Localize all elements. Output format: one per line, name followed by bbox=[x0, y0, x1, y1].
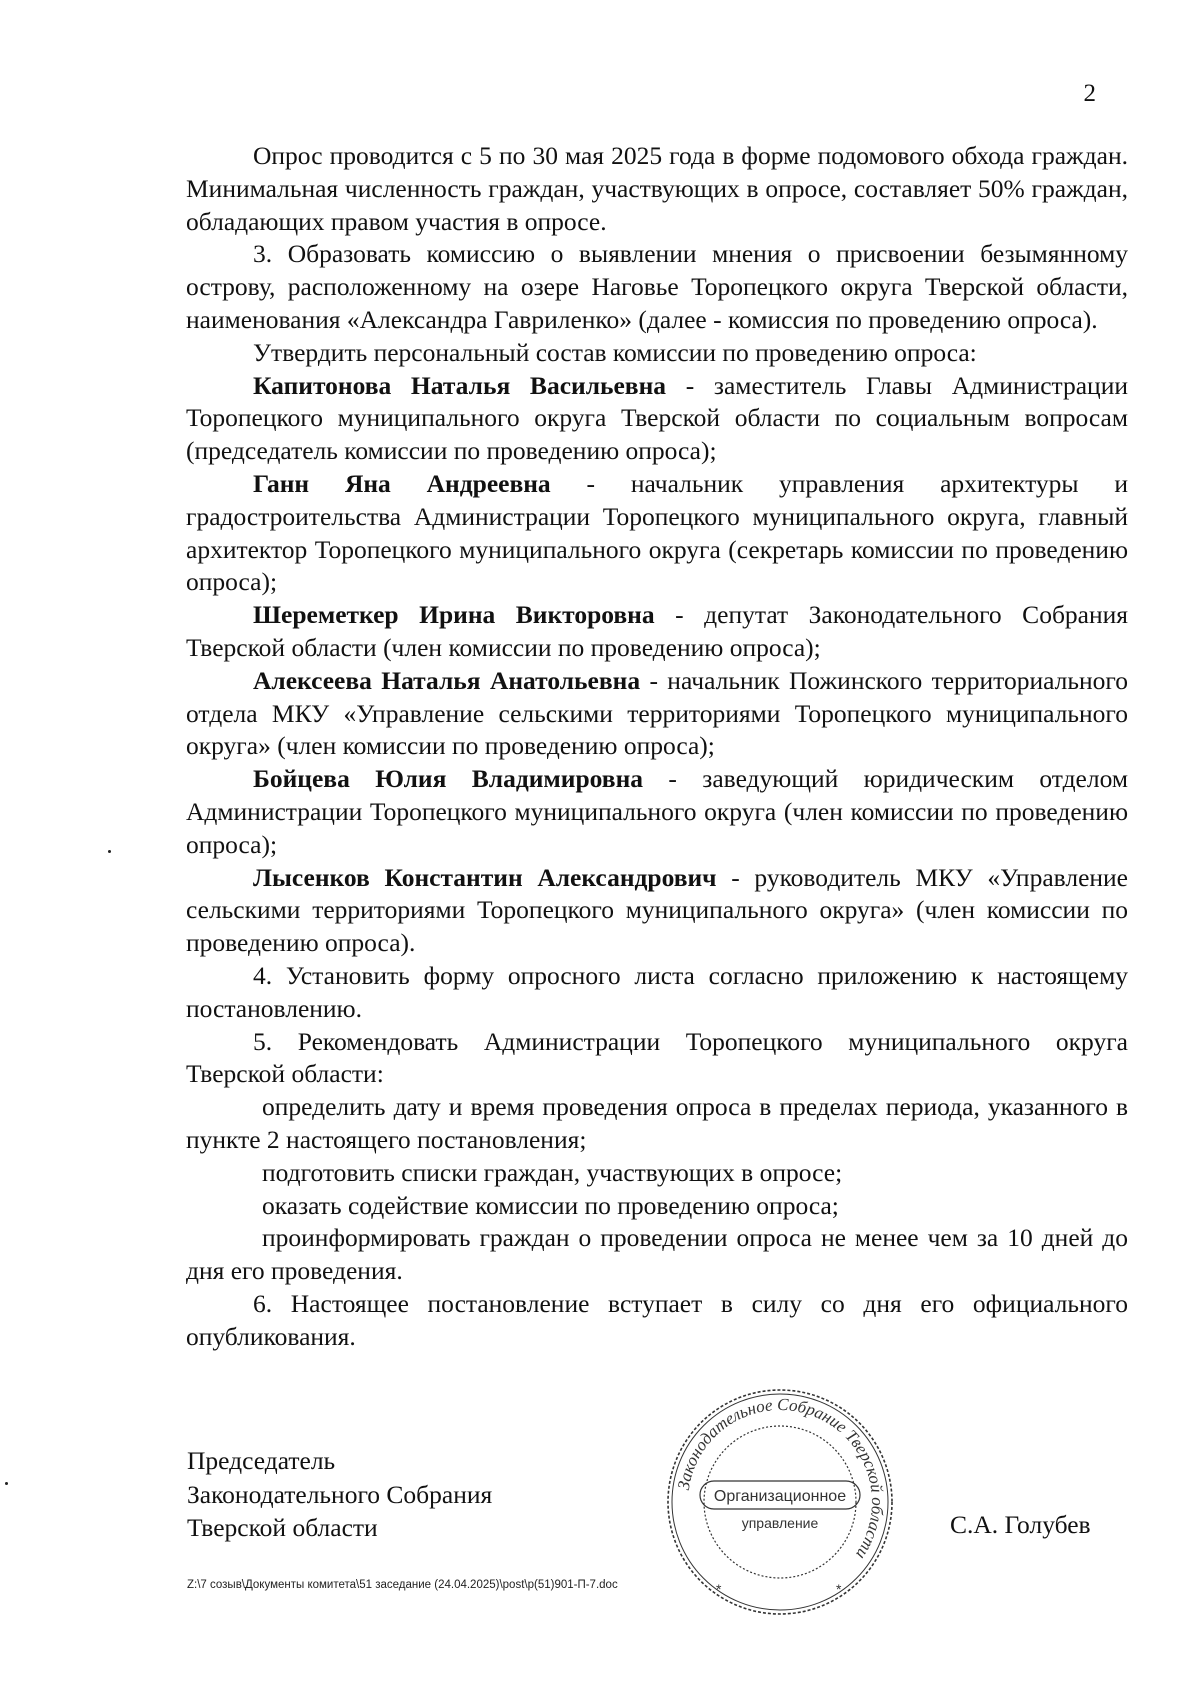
recommendation-item: оказать содействие комиссии по проведению опроса; bbox=[262, 1190, 839, 1220]
member-entry bbox=[186, 763, 1128, 861]
member-role: - заведующий юридическим отделом Администрации Торопецкого муниципального округа (член комиссии по проведению опроса); bbox=[186, 764, 1129, 859]
paragraph-commission-intro: Утвердить персональный состав комиссии по проведению опроса: bbox=[253, 337, 977, 367]
scan-speck bbox=[5, 1482, 8, 1485]
member-role: - начальник Пожинского территориального отдела МКУ «Управление сельскими территориями Торопецкого муниципального округа» (член комиссии по проведению опроса); bbox=[186, 665, 1128, 761]
member-entry bbox=[186, 599, 1128, 665]
member-role: - заместитель Главы Администрации Торопецкого муниципального округа Тверской области по социальным вопросам (председатель комиссии по проведению опроса); bbox=[186, 370, 1128, 466]
member-entry bbox=[186, 862, 1128, 960]
recommendation-item: подготовить списки граждан, участвующих в опросе; bbox=[262, 1157, 843, 1187]
stamp-inner-text-1: Организационное bbox=[713, 1488, 847, 1505]
member-role: - депутат Законодательного Собрания Тверской области (член комиссии по проведению опроса); bbox=[186, 600, 1129, 662]
member-name: Ганн Яна Андреевна bbox=[253, 468, 551, 498]
recommendation-item: определить дату и время проведения опроса в пределах периода, указанного в пункте 2 настоящего постановления; bbox=[186, 1092, 1128, 1154]
signature-block bbox=[187, 1444, 492, 1545]
member-role: - начальник управления архитектуры и градостроительства Администрации Торопецкого муниципального округа, главный архитектор Торопецкого муниципального округа (секретарь комиссии по проведению опроса); bbox=[186, 468, 1129, 597]
member-name: Лысенков Константин Александрович bbox=[253, 862, 717, 892]
stamp-inner-text-2: управление bbox=[741, 1515, 819, 1531]
document-body bbox=[186, 140, 1128, 1353]
stamp-outer-text: Законодательное Собрание Тверской области bbox=[673, 1394, 888, 1563]
svg-text:Законодательное Собрание Тверс bbox=[674, 1395, 887, 1563]
member-name: Шереметкер Ирина Викторовна bbox=[253, 600, 655, 630]
member-entry bbox=[186, 370, 1128, 468]
member-name: Алексеева Наталья Анатольевна bbox=[253, 665, 641, 695]
signature-title-line: Законодательного Собрания bbox=[187, 1479, 493, 1509]
recommendation-item: проинформировать граждан о проведении опроса не менее чем за 10 дней до дня его проведения. bbox=[186, 1223, 1128, 1286]
paragraph-4-form: 4. Установить форму опросного листа согласно приложению к настоящему постановлению. bbox=[186, 960, 1128, 1023]
scan-speck bbox=[108, 850, 111, 853]
svg-text:*: * bbox=[836, 1581, 842, 1597]
stamp-graphic bbox=[664, 1386, 896, 1618]
member-entry bbox=[186, 665, 1128, 763]
official-stamp bbox=[664, 1386, 896, 1618]
svg-text:*: * bbox=[716, 1581, 722, 1597]
paragraph-6-effective: 6. Настоящее постановление вступает в силу со дня его официального опубликования. bbox=[186, 1288, 1128, 1351]
file-path-footer: Z:\7 созыв\Документы комитета\51 заседание (24.04.2025)\post\p(51)901-П-7.doc bbox=[187, 1579, 618, 1591]
paragraph-3-commission: 3. Образовать комиссию о выявлении мнения о присвоении безымянному острову, расположенному на озере Наговье Торопецкого округа Тверской области, наименования «Александра Гавриленко» (далее - комиссия по проведению опроса). bbox=[186, 239, 1128, 334]
page-number: 2 bbox=[1083, 80, 1096, 107]
member-role: - руководитель МКУ «Управление сельскими территориями Торопецкого муниципального округа» (член комиссии по проведению опроса). bbox=[186, 862, 1128, 958]
member-name: Бойцева Юлия Владимировна bbox=[253, 764, 644, 794]
paragraph-survey-dates: Опрос проводится с 5 по 30 мая 2025 года в форме подомового обхода граждан. Минимальная численность граждан, участвующих в опросе, составляет 50% граждан, обладающих правом участия в опросе. bbox=[186, 141, 1128, 236]
signer-name: С.А. Голубев bbox=[950, 1510, 1091, 1539]
signature-title-line: Тверской области bbox=[187, 1513, 378, 1542]
member-name: Капитонова Наталья Васильевна bbox=[253, 370, 667, 400]
paragraph-5-recommend: 5. Рекомендовать Администрации Торопецкого муниципального округа Тверской области: bbox=[186, 1026, 1128, 1089]
signature-title-line: Председатель bbox=[187, 1446, 336, 1475]
member-entry bbox=[186, 468, 1128, 599]
